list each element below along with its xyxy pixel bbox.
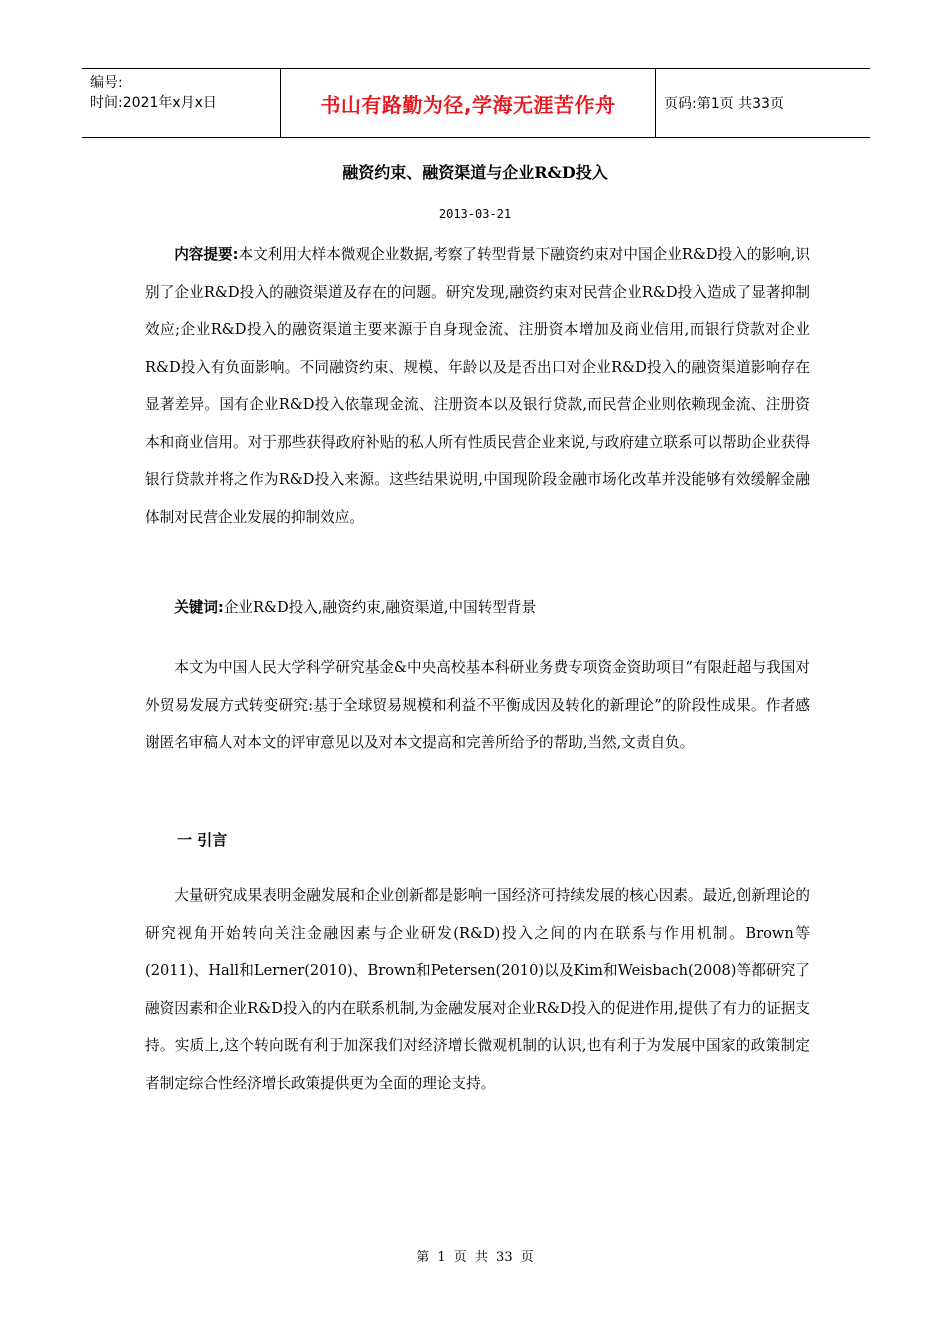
page-header [82, 68, 870, 138]
header-meta [82, 69, 281, 137]
section-heading-introduction: 一 引言 [177, 831, 228, 849]
page-footer: 第 1 页 共 33 页 [416, 1250, 534, 1265]
abstract-label: 内容提要: [174, 246, 239, 263]
abstract-paragraph [145, 236, 810, 536]
introduction-paragraph: 大量研究成果表明金融发展和企业创新都是影响一国经济可持续发展的核心因素。最近,创新理论的研究视角开始转向关注金融因素与企业研发(R&D)投入之间的内在联系与作用机制。Brown等(2011)、Hall和Lerner(2010)、Brown和Petersen(2010)以及Kim和Weisbach(2008)等都研究了融资因素和企业R&D投入的内在联系机制,为金融发展对企业R&D投入的促进作用,提供了有力的证据支持。实质上,这个转向既有利于加深我们对经济增长微观机制的认识,也有利于为发展中国家的政策制定者制定综合性经济增长政策提供更为全面的理论支持。 [145, 887, 810, 1092]
article-title: 融资约束、融资渠道与企业R&D投入 [342, 163, 608, 182]
abstract-text: 本文利用大样本微观企业数据,考察了转型背景下融资约束对中国企业R&D投入的影响,识别了企业R&D投入的融资渠道及存在的问题。研究发现,融资约束对民营企业R&D投入造成了显著抑制效应;企业R&D投入的融资渠道主要来源于自身现金流、注册资本增加及商业信用,而银行贷款对企业R&D投入有负面影响。不同融资约束、规模、年龄以及是否出口对企业R&D投入的融资渠道影响存在显著差异。国有企业R&D投入依靠现金流、注册资本以及银行贷款,而民营企业则依赖现金流、注册资本和商业信用。对于那些获得政府补贴的私人所有性质民营企业来说,与政府建立联系可以帮助企业获得银行贷款并将之作为R&D投入来源。这些结果说明,中国现阶段金融市场化改革并没能够有效缓解金融体制对民营企业发展的抑制效应。 [145, 246, 810, 526]
document-number-label: 编号: [90, 75, 123, 91]
header-page-info: 页码:第1页 共33页 [664, 96, 784, 112]
document-time-label: 时间:2021年x月x日 [90, 95, 217, 111]
header-motto: 书山有路勤为径,学海无涯苦作舟 [281, 69, 656, 137]
funding-note: 本文为中国人民大学科学研究基金&中央高校基本科研业务费专项资金资助项目“有限赶超与我国对外贸易发展方式转变研究:基于全球贸易规模和利益不平衡成因及转化的新理论”的阶段性成果。作者感谢匿名审稿人对本文的评审意见以及对本文提高和完善所给予的帮助,当然,文责自负。 [145, 659, 810, 751]
keywords-text: 企业R&D投入,融资约束,融资渠道,中国转型背景 [223, 599, 537, 616]
article-date: 2013-03-21 [438, 207, 512, 221]
keywords-label: 关键词: [174, 599, 224, 616]
keywords-paragraph [145, 589, 810, 627]
